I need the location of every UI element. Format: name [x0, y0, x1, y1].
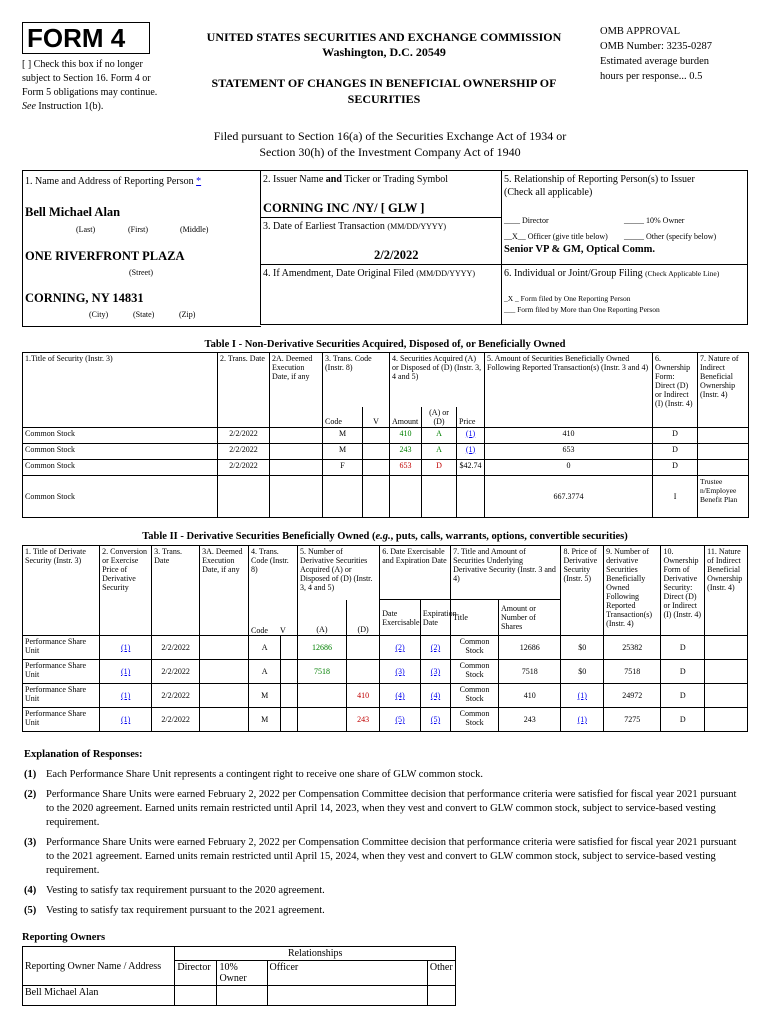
non-derivative-table [22, 352, 749, 518]
trans-code: M [249, 684, 281, 708]
form-title-box [22, 22, 150, 54]
footnote-text: Performance Share Units were earned February 2, 2022 per Compensation Committee decision that performance criteria were satisfied for fiscal year 2021 pursuant to the 2021 agreement. Earned units remain restricted until April 15, 2024, when they vest and convert to GLW common stock, subject to service-based vesting requirement. [46, 837, 737, 876]
trans-code: A [249, 660, 281, 684]
deemed-date [200, 660, 249, 684]
underlying-title: Common Stock [451, 636, 499, 660]
t1-header-title: 1.Title of Security (Instr. 3) [23, 353, 218, 428]
footnote [24, 788, 746, 830]
derivative-table [22, 545, 748, 732]
relationship-box [501, 170, 748, 265]
acquired: 7518 [297, 660, 346, 684]
owner-name: Bell Michael Alan [23, 986, 175, 1006]
footnote [24, 884, 746, 898]
one-reporting-person-option[interactable]: _X _ Form filed by One Reporting Person [504, 294, 631, 303]
box6-label [504, 268, 719, 279]
v-flag [363, 427, 390, 443]
box2-label [263, 174, 448, 185]
trans-code: M [323, 427, 363, 443]
amount-owned: 667.3774 [485, 475, 653, 517]
deemed-date [270, 443, 323, 459]
city-label: (City) [89, 310, 109, 319]
t2-header-nature: 11. Nature of Indirect Beneficial Ownership (Instr. 4) [705, 546, 748, 636]
filed-pursuant [22, 128, 758, 160]
box4-label-text: 4. If Amendment, Date Original Filed [263, 268, 414, 279]
explanation-title: Explanation of Responses: [24, 749, 143, 760]
nature-of-ownership [698, 427, 749, 443]
table-row [23, 475, 749, 517]
zip-label: (Zip) [179, 310, 196, 319]
filed-pursuant-line-2: Section 30(h) of the Investment Company Act of 1940 [259, 145, 521, 159]
officer-checkbox[interactable]: __X__ Officer (give title below) [504, 232, 608, 241]
reporting-owners-table [22, 946, 456, 1006]
security-title: Performance Share Unit [23, 708, 100, 732]
reporting-owners-title: Reporting Owners [22, 932, 106, 943]
amount: 243 [390, 443, 422, 459]
first-label: (First) [128, 225, 148, 234]
footnote-number: (4) [24, 885, 37, 896]
omb-line: OMB Number: 3235-0287 [600, 41, 712, 52]
derivative-price: $0 [561, 636, 604, 660]
reporting-person-name: Bell Michael Alan [25, 205, 121, 219]
t1-header-owned: 5. Amount of Securities Beneficially Owned Following Reported Transaction(s) (Instr. 3 and 4) [485, 353, 653, 428]
conversion-footnote-link[interactable]: (1) [120, 715, 131, 724]
box3-label [263, 221, 446, 232]
derivatives-owned: 7275 [604, 708, 661, 732]
footnote-number: (5) [24, 905, 37, 916]
amount-owned: 410 [485, 427, 653, 443]
trans-code: M [249, 708, 281, 732]
acquired-disposed: A [422, 443, 457, 459]
t1-header-deemed: 2A. Deemed Execution Date, if any [270, 353, 323, 428]
omb-line: hours per response... 0.5 [600, 71, 703, 82]
amount-owned: 0 [485, 459, 653, 475]
checkbox-note-text: [ ] Check this box if no longer subject to Section 16. Form 4 or Form 5 obligations may continue. [22, 59, 158, 98]
checkbox-note-see: See [22, 101, 36, 112]
v-flag [363, 475, 390, 517]
table2-title-a: Table II - Derivative Securities Beneficially Owned ( [142, 531, 376, 542]
conversion-footnote-link[interactable]: (1) [120, 643, 131, 652]
t1-subheader-v: V [363, 407, 390, 428]
multiple-reporting-persons-option[interactable]: ___ Form filed by More than One Reporting Person [504, 305, 660, 314]
disposed: 410 [346, 684, 379, 708]
checkbox-note-instruction: Instruction 1(b). [38, 101, 104, 112]
underlying-title: Common Stock [451, 684, 499, 708]
price [457, 475, 485, 517]
conversion-footnote-link[interactable]: (1) [120, 667, 131, 676]
ownership-form: I [653, 475, 698, 517]
security-title: Common Stock [23, 427, 218, 443]
box6-label-text: 6. Individual or Joint/Group Filing [504, 268, 643, 279]
t2-header-date: 3. Trans. Date [152, 546, 200, 636]
table-row [23, 459, 749, 475]
price-footnote-link[interactable]: (1) [577, 715, 587, 724]
price-footnote-link[interactable]: (1) [465, 444, 476, 454]
owner-other [427, 986, 455, 1006]
deemed-date [200, 708, 249, 732]
section16-checkbox-note[interactable] [22, 58, 172, 114]
owner-director [175, 986, 217, 1006]
box6-label-sub: (Check Applicable Line) [645, 269, 720, 278]
ownership-form: D [661, 708, 705, 732]
ownership-form: D [661, 684, 705, 708]
derivatives-owned: 25382 [604, 636, 661, 660]
deemed-date [200, 636, 249, 660]
omb-line: Estimated average burden [600, 56, 710, 67]
box2-label-and: and [325, 174, 342, 185]
earliest-transaction-box [260, 217, 502, 265]
footnote [24, 904, 746, 918]
t2-subheader-code: Code [251, 626, 268, 635]
t1-header-form: 6. Ownership Form: Direct (D) or Indirect (I) (Instr. 4) [653, 353, 698, 428]
t1-header-nature: 7. Nature of Indirect Beneficial Ownership (Instr. 4) [698, 353, 749, 428]
explanation-section [24, 748, 746, 918]
underlying-shares: 243 [498, 708, 560, 732]
nature-of-ownership [698, 443, 749, 459]
city-state-zip: CORNING, NY 14831 [25, 291, 144, 305]
table-row [23, 986, 456, 1006]
t2-header-deemed: 3A. Deemed Execution Date, if any [200, 546, 249, 636]
t1-header-acquired: 4. Securities Acquired (A) or Disposed of (D) (Instr. 3, 4 and 5) [390, 353, 485, 407]
owners-header-other: Other [427, 961, 455, 986]
box4-label [263, 268, 475, 279]
footnote-number: (1) [24, 769, 37, 780]
disposed [346, 636, 379, 660]
ownership-form: D [653, 459, 698, 475]
footnote-text: Vesting to satisfy tax requirement pursuant to the 2021 agreement. [46, 905, 325, 916]
security-title: Common Stock [23, 459, 218, 475]
nature-of-ownership [705, 636, 748, 660]
amount: 410 [390, 427, 422, 443]
amendment-box [260, 264, 502, 325]
last-label: (Last) [76, 225, 96, 234]
middle-label: (Middle) [180, 225, 209, 234]
box3-label-sub: (MM/DD/YYYY) [387, 222, 447, 231]
footnote [24, 836, 746, 878]
price: $42.74 [457, 459, 485, 475]
amount [390, 475, 422, 517]
nature-of-ownership [698, 459, 749, 475]
trans-code: F [323, 459, 363, 475]
t2-header-title: 1. Title of Derivate Security (Instr. 3) [23, 546, 100, 636]
trans-code [323, 475, 363, 517]
underlying-shares: 410 [498, 684, 560, 708]
trans-date: 2/2/2022 [152, 636, 200, 660]
ownership-form: D [653, 427, 698, 443]
deemed-date [270, 475, 323, 517]
t2-header-exercisable: 6. Date Exercisable and Expiration Date [380, 546, 451, 600]
owners-header-ten-pct: 10% Owner [217, 961, 267, 986]
disposed: 243 [346, 708, 379, 732]
acquired-disposed [422, 475, 457, 517]
acquired [297, 708, 346, 732]
exercisable-footnote-link[interactable]: (5) [395, 715, 405, 724]
trans-date: 2/2/2022 [152, 660, 200, 684]
table-row [23, 708, 748, 732]
nature-of-ownership [705, 660, 748, 684]
ten-percent-owner-checkbox[interactable]: _____ 10% Owner [624, 216, 685, 225]
security-title: Performance Share Unit [23, 636, 100, 660]
box2-label-a: 2. Issuer Name [263, 174, 324, 185]
acquired [297, 684, 346, 708]
exercisable-footnote-link[interactable]: (2) [395, 643, 405, 652]
statement-title: STATEMENT OF CHANGES IN BENEFICIAL OWNERSHIP OF SECURITIES [211, 76, 557, 106]
nature-of-ownership [705, 684, 748, 708]
derivatives-owned: 7518 [604, 660, 661, 684]
box1-label-text: 1. Name and Address of Reporting Person [25, 176, 194, 187]
ownership-form: D [653, 443, 698, 459]
footnote-text: Vesting to satisfy tax requirement pursuant to the 2020 agreement. [46, 885, 325, 896]
price-footnote-link[interactable]: (1) [577, 691, 587, 700]
acquired: 12686 [297, 636, 346, 660]
t2-header-conversion: 2. Conversion or Exercise Price of Derivative Security [100, 546, 152, 636]
t1-subheader-price: Price [457, 407, 485, 428]
t2-subheader-expiration: Expiration Date [420, 600, 450, 636]
trans-date: 2/2/2022 [218, 427, 270, 443]
table-row [23, 660, 748, 684]
table-row [23, 636, 748, 660]
security-title: Common Stock [23, 443, 218, 459]
t2-subheader-amount: Amount or Number of Shares [498, 600, 560, 636]
owner-officer [267, 986, 427, 1006]
owners-header-name: Reporting Owner Name / Address [23, 947, 175, 986]
security-title: Performance Share Unit [23, 684, 100, 708]
disposed [346, 660, 379, 684]
box3-label-text: 3. Date of Earliest Transaction [263, 221, 385, 232]
underlying-title: Common Stock [451, 708, 499, 732]
footnote-number: (3) [24, 837, 37, 848]
t2-code-v-cell [249, 600, 298, 636]
nature-of-ownership: Trustee n/Employee Benefit Plan [698, 475, 749, 517]
trans-date: 2/2/2022 [218, 459, 270, 475]
box1-star-link[interactable]: * [196, 176, 202, 187]
t1-subheader-ad: (A) or (D) [422, 407, 457, 428]
omb-line: OMB APPROVAL [600, 26, 681, 37]
underlying-shares: 12686 [498, 636, 560, 660]
trans-date: 2/2/2022 [152, 708, 200, 732]
trans-code: M [323, 443, 363, 459]
issuer-name-ticker: CORNING INC /NY/ [ GLW ] [263, 201, 425, 215]
table2-title-b: , puts, calls, warrants, options, convertible securities) [390, 531, 628, 542]
trans-code: A [249, 636, 281, 660]
v-flag [363, 443, 390, 459]
ownership-form: D [661, 636, 705, 660]
table-row [23, 443, 749, 459]
v-flag [281, 708, 298, 732]
box5-label: 5. Relationship of Reporting Person(s) to Issuer [504, 174, 695, 185]
officer-title: Senior VP & GM, Optical Comm. [504, 244, 655, 255]
table-row [23, 427, 749, 443]
form-title: FORM 4 [27, 23, 126, 53]
director-checkbox[interactable]: ____ Director [504, 216, 549, 225]
t1-subheader-amount: Amount [390, 407, 422, 428]
ownership-form: D [661, 660, 705, 684]
nature-of-ownership [705, 708, 748, 732]
footnote-text: Performance Share Units were earned February 2, 2022 per Compensation Committee decision that performance criteria were satisfied for fiscal year 2021 pursuant to the 2020 agreement. Earned units remain restricted until April 14, 2023, when they vest and convert to GLW common stock, subject to service-based vesting requirement. [46, 789, 737, 828]
t2-header-underlying: 7. Title and Amount of Securities Underlying Derivative Security (Instr. 3 and 4) [451, 546, 561, 600]
table-row [23, 684, 748, 708]
street-address: ONE RIVERFRONT PLAZA [25, 249, 185, 263]
street-label: (Street) [129, 268, 153, 277]
acquired-disposed: D [422, 459, 457, 475]
amount: 653 [390, 459, 422, 475]
v-flag [363, 459, 390, 475]
t2-header-owned: 9. Number of derivative Securities Beneficially Owned Following Reported Transaction(s) (Instr. 4) [604, 546, 661, 636]
deemed-date [270, 459, 323, 475]
security-title: Common Stock [23, 475, 218, 517]
owners-header-director: Director [175, 961, 217, 986]
footnote [24, 768, 746, 782]
underlying-shares: 7518 [498, 660, 560, 684]
t1-header-date: 2. Trans. Date [218, 353, 270, 428]
agency-name: UNITED STATES SECURITIES AND EXCHANGE COMMISSION [206, 30, 562, 44]
state-label: (State) [133, 310, 155, 319]
t1-subheader-code: Code [323, 407, 363, 428]
reporting-person-box [22, 170, 261, 327]
v-flag [281, 636, 298, 660]
t2-header-number: 5. Number of Derivative Securities Acquired (A) or Disposed of (D) (Instr. 3, 4 and 5) [297, 546, 379, 600]
exercisable-footnote-link[interactable]: (3) [395, 667, 405, 676]
trans-date [218, 475, 270, 517]
table2-title-eg: e.g. [375, 531, 391, 542]
derivative-price: $0 [561, 660, 604, 684]
t2-subheader-date-exercisable: Date Exercisable [380, 600, 421, 636]
footnote-number: (2) [24, 789, 37, 800]
v-flag [281, 660, 298, 684]
deemed-date [270, 427, 323, 443]
t2-subheader-v: V [280, 626, 286, 635]
t2-subheader-title: Title [451, 600, 499, 636]
box4-label-sub: (MM/DD/YYYY) [416, 269, 475, 278]
expiration-footnote-link[interactable]: (2) [430, 643, 441, 652]
underlying-title: Common Stock [451, 660, 499, 684]
t2-header-form: 10. Ownership Form of Derivative Security: Direct (D) or Indirect (I) (Instr. 4) [661, 546, 705, 636]
t2-header-code: 4. Trans. Code (Instr. 8) [249, 546, 298, 600]
exercisable-footnote-link[interactable]: (4) [395, 691, 405, 700]
trans-date: 2/2/2022 [218, 443, 270, 459]
owners-header-relationships: Relationships [175, 947, 456, 961]
t1-header-code: 3. Trans. Code (Instr. 8) [323, 353, 390, 407]
earliest-transaction-date: 2/2/2022 [374, 248, 419, 262]
deemed-date [200, 684, 249, 708]
box2-label-b: Ticker or Trading Symbol [344, 174, 449, 185]
conversion-footnote-link[interactable]: (1) [120, 691, 131, 700]
t2-subheader-a: (A) [297, 600, 346, 636]
footnote-text: Each Performance Share Unit represents a contingent right to receive one share of GLW common stock. [46, 769, 483, 780]
expiration-footnote-link[interactable]: (3) [430, 667, 441, 676]
filed-pursuant-line-1: Filed pursuant to Section 16(a) of the Securities Exchange Act of 1934 or [213, 129, 567, 143]
box5-sub: (Check all applicable) [504, 187, 593, 198]
derivatives-owned: 24972 [604, 684, 661, 708]
trans-date: 2/2/2022 [152, 684, 200, 708]
expiration-footnote-link[interactable]: (5) [430, 715, 441, 724]
other-checkbox[interactable]: _____ Other (specify below) [624, 232, 717, 241]
t2-header-price: 8. Price of Derivative Security (Instr. 5) [561, 546, 604, 636]
table2-title [22, 531, 748, 542]
price-footnote-link[interactable]: (1) [465, 428, 476, 438]
table1-title: Table I - Non-Derivative Securities Acquired, Disposed of, or Beneficially Owned [204, 339, 566, 350]
acquired-disposed: A [422, 427, 457, 443]
box1-label [25, 176, 201, 187]
owner-ten-pct [217, 986, 267, 1006]
t2-subheader-d: (D) [346, 600, 379, 636]
expiration-footnote-link[interactable]: (4) [430, 691, 441, 700]
omb-approval [600, 24, 750, 84]
v-flag [281, 684, 298, 708]
filing-type-box [501, 264, 748, 325]
security-title: Performance Share Unit [23, 660, 100, 684]
issuer-box [260, 170, 502, 218]
amount-owned: 653 [485, 443, 653, 459]
owners-header-officer: Officer [267, 961, 427, 986]
agency-city: Washington, D.C. 20549 [322, 45, 446, 59]
